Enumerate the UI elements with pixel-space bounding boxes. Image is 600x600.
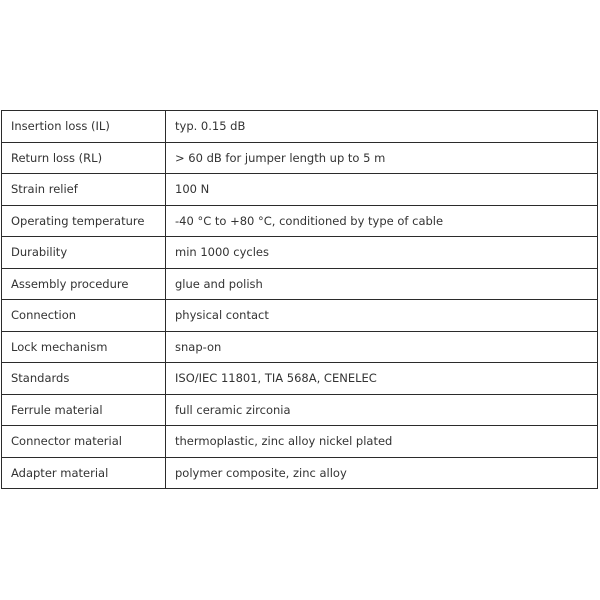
table-row [2,426,598,458]
table-row [2,174,598,206]
spec-value: physical contact [166,300,598,332]
spec-value: snap-on [166,331,598,363]
table-row [2,111,598,143]
spec-value: polymer composite, zinc alloy [166,457,598,489]
spec-value: full ceramic zirconia [166,394,598,426]
spec-value: min 1000 cycles [166,237,598,269]
spec-value: 100 N [166,174,598,206]
table-row [2,300,598,332]
spec-label: Return loss (RL) [2,142,166,174]
spec-label: Connector material [2,426,166,458]
table-row [2,268,598,300]
spec-label: Lock mechanism [2,331,166,363]
spec-label: Adapter material [2,457,166,489]
spec-label: Strain relief [2,174,166,206]
spec-value: -40 °C to +80 °C, conditioned by type of cable [166,205,598,237]
table-row [2,394,598,426]
table-row [2,331,598,363]
spec-value: ISO/IEC 11801, TIA 568A, CENELEC [166,363,598,395]
spec-label: Operating temperature [2,205,166,237]
spec-value: typ. 0.15 dB [166,111,598,143]
spec-label: Connection [2,300,166,332]
table-row [2,363,598,395]
spec-label: Durability [2,237,166,269]
spec-value: > 60 dB for jumper length up to 5 m [166,142,598,174]
spec-label: Assembly procedure [2,268,166,300]
spec-value: glue and polish [166,268,598,300]
spec-label: Standards [2,363,166,395]
spec-value: thermoplastic, zinc alloy nickel plated [166,426,598,458]
table-row [2,457,598,489]
table-row [2,142,598,174]
table-row [2,205,598,237]
spec-label: Insertion loss (IL) [2,111,166,143]
table-row [2,237,598,269]
spec-label: Ferrule material [2,394,166,426]
specifications-table [1,110,598,489]
